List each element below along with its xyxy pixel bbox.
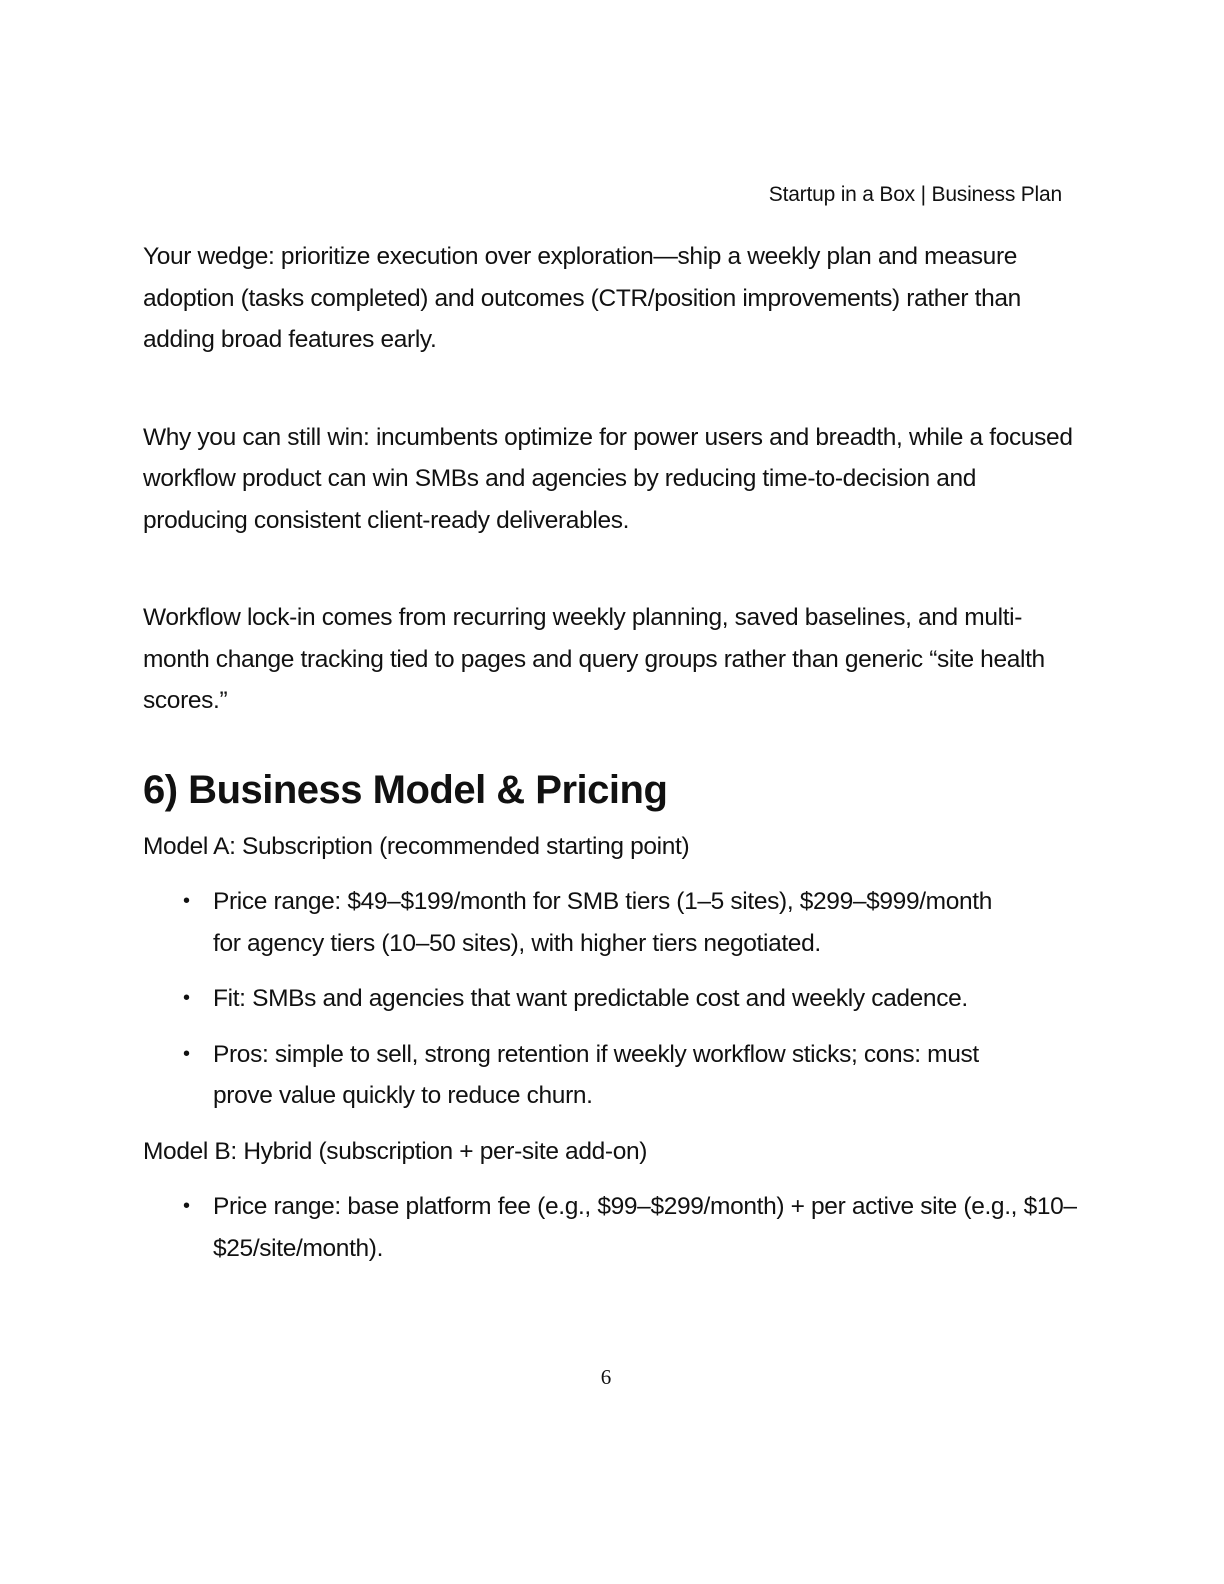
list-item-text: Pros: simple to sell, strong retention if weekly workflow sticks; cons: must prove value quickly to reduce churn. — [213, 1040, 979, 1109]
bullet-icon: • — [183, 890, 190, 912]
paragraph-wedge: Your wedge: prioritize execution over exploration—ship a weekly plan and measure adoption (tasks completed) and outcomes (CTR/position improvements) rather than adding broad features early. — [143, 243, 1021, 353]
paragraph-why-win: Why you can still win: incumbents optimize for power users and breadth, while a focused workflow product can win SMBs and agencies by reducing time-to-decision and producing consistent client-ready deliverables. — [143, 423, 1073, 534]
page-number: 6 — [600, 1365, 612, 1389]
model-b-bullet-list — [143, 1186, 1083, 1269]
model-a-bullet-list — [143, 881, 1083, 1117]
running-header: Startup in a Box | Business Plan — [768, 183, 1062, 206]
list-item — [143, 978, 1083, 1020]
list-item-text: Fit: SMBs and agencies that want predictable cost and weekly cadence. — [213, 985, 968, 1012]
list-item-text: Price range: base platform fee (e.g., $99–$299/month) + per active site (e.g., $10–$25/site/month). — [213, 1193, 1077, 1262]
bullet-icon: • — [183, 987, 190, 1009]
list-item — [143, 1186, 1083, 1269]
model-a-title: Model A: Subscription (recommended starting point) — [143, 832, 690, 860]
page-content — [143, 236, 1083, 1283]
list-item — [143, 1034, 1043, 1117]
paragraph-lock-in: Workflow lock-in comes from recurring weekly planning, saved baselines, and multi-month change tracking tied to pages and query groups rather than generic “site health scores.” — [143, 604, 1045, 714]
bullet-icon: • — [183, 1195, 190, 1217]
list-item-text: Price range: $49–$199/month for SMB tiers (1–5 sites), $299–$999/month for agency tiers (10–50 sites), with higher tiers negotiated. — [213, 888, 993, 957]
section-heading: 6) Business Model & Pricing — [143, 767, 668, 812]
model-b-title: Model B: Hybrid (subscription + per-site add-on) — [143, 1137, 648, 1165]
bullet-icon: • — [183, 1042, 190, 1065]
list-item — [143, 881, 1013, 964]
